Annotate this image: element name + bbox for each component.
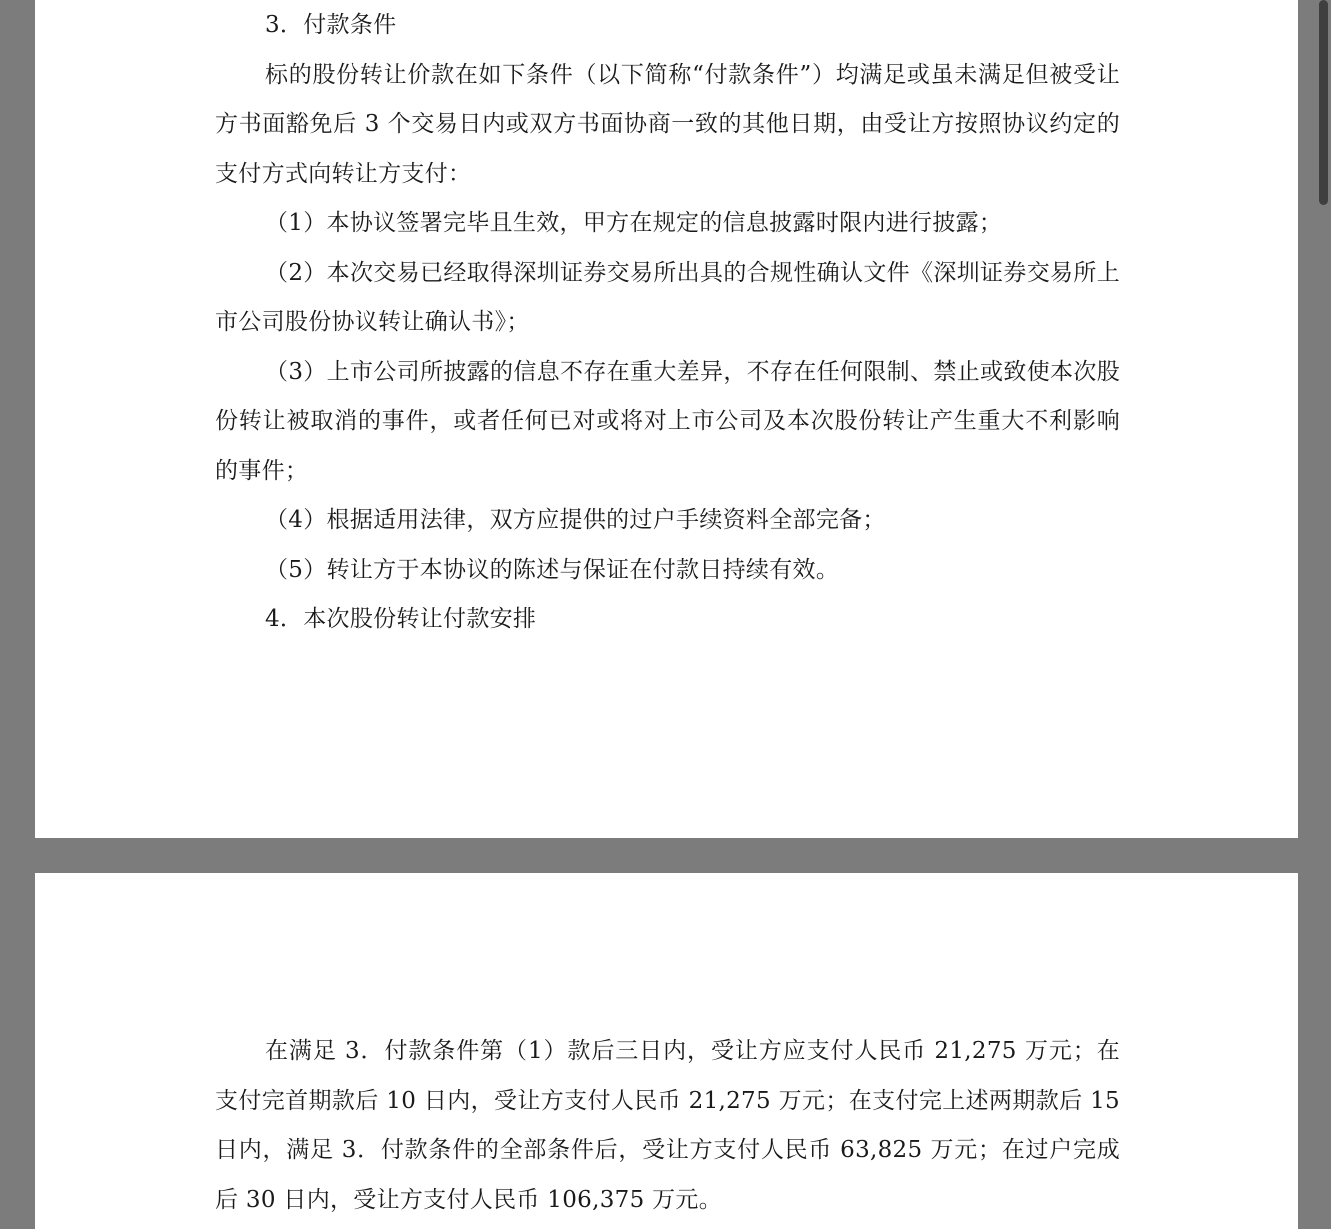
condition-item-5: （5）转让方于本协议的陈述与保证在付款日持续有效。 <box>265 556 840 583</box>
paragraph-payment-conditions-intro: 标的股份转让价款在如下条件（以下简称“付款条件”）均满足或虽未满足但被受让方书面豁免后 3 个交易日内或双方书面协商一致的其他日期，由受让方按照协议约定的支付方式向转让方支付： <box>215 61 1120 187</box>
condition-item-3: （3）上市公司所披露的信息不存在重大差异，不存在任何限制、禁止或致使本次股份转让被取消的事件，或者任何已对或将对上市公司及本次股份转让产生重大不利影响的事件； <box>215 358 1120 484</box>
document-page-1 <box>35 0 1298 838</box>
condition-item-1: （1）本协议签署完毕且生效，甲方在规定的信息披露时限内进行披露； <box>265 210 1003 236</box>
page-1-text <box>215 1 1120 645</box>
document-page-2 <box>35 873 1298 1229</box>
page-2-text <box>215 1027 1120 1225</box>
scrollbar-thumb[interactable] <box>1319 0 1328 205</box>
paragraph-payment-schedule: 在满足 3．付款条件第（1）款后三日内，受让方应支付人民币 21,275 万元；在支付完首期款后 10 日内，受让方支付人民币 21,275 万元；在支付完上述两期款后 15 日内，满足 3．付款条件的全部条件后，受让方支付人民币 63,825 万元；在过户完成后 30 日内，受让方支付人民币 106,375 万元。 <box>215 1038 1120 1213</box>
vertical-scrollbar[interactable] <box>1313 0 1331 1229</box>
section-heading-payment-conditions: 3．付款条件 <box>265 12 397 38</box>
condition-item-4: （4）根据适用法律，双方应提供的过户手续资料全部完备； <box>265 507 886 533</box>
condition-item-2: （2）本次交易已经取得深圳证券交易所出具的合规性确认文件《深圳证券交易所上市公司股份协议转让确认书》； <box>215 259 1120 335</box>
section-heading-payment-arrangement: 4．本次股份转让付款安排 <box>265 606 537 632</box>
